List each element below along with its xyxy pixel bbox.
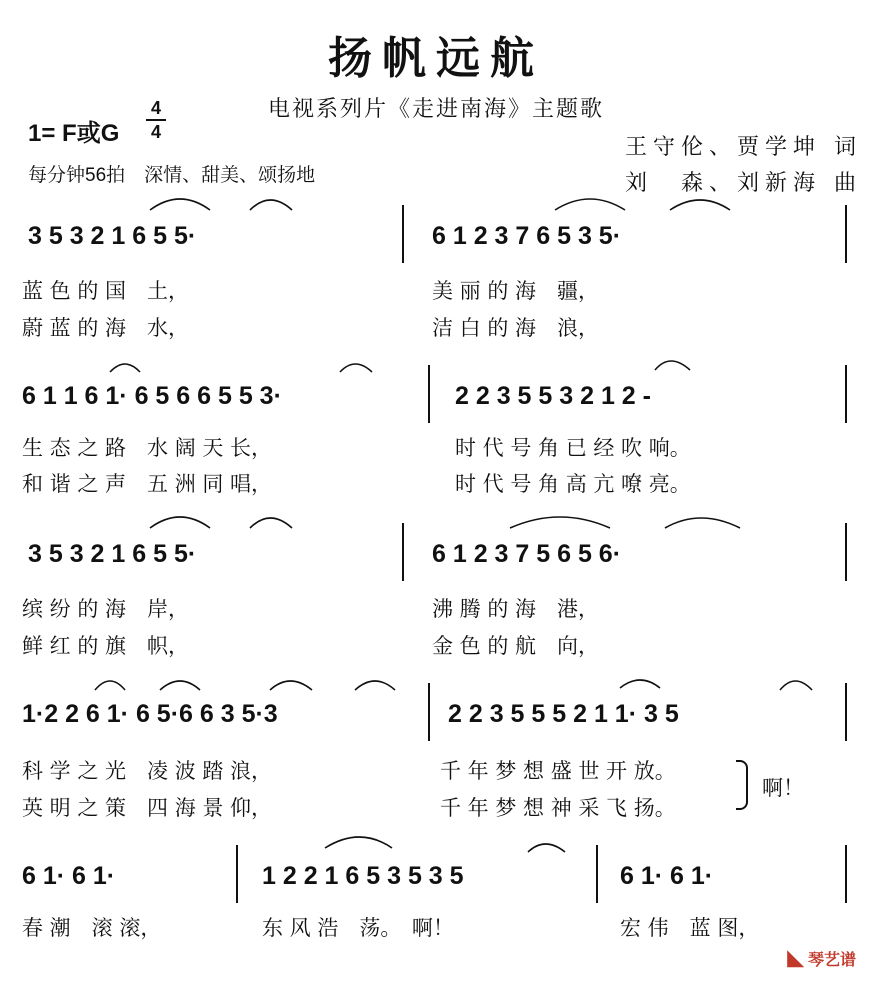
notes-system5-b: 1 2 2 1 6 5 3 5 3 5 [262,862,464,890]
watermark-text: 琴艺谱 [807,952,856,969]
lyric-s2-v2-left: 和 谐 之 声 五 洲 同 唱， [22,472,273,496]
lyric-s2-v2-right: 时 代 号 角 高 亢 嘹 亮。 [455,472,691,496]
lyric-s2-v1-left: 生 态 之 路 水 阔 天 长， [22,436,273,460]
lyric-s3-v2-right: 金 色 的 航 向， [432,634,600,658]
lyric-s5-a: 春 潮 滚 滚， [22,916,162,940]
lyric-s3-v2-left: 鲜 红 的 旗 帜， [22,634,190,658]
slur [355,681,395,690]
song-title: 扬帆远航 [328,33,544,84]
time-signature-top: 4 [150,98,161,118]
slur [670,200,730,210]
song-subtitle: 电视系列片《走进南海》主题歌 [267,97,604,122]
tempo-marking: 每分钟56拍 深情、甜美、颂扬地 [28,165,316,186]
lyric-s1-v2-right: 洁 白 的 海 浪， [432,316,600,340]
slur [250,200,292,210]
lyric-s1-v1-left: 蓝 色 的 国 土， [22,279,190,303]
slur [250,518,292,528]
slur [665,518,740,528]
lyricist-credit: 王守伦、贾学坤 词 [625,135,862,160]
notes-system5-c: 6 1· 6 1· [620,862,714,890]
logo-icon: ◣ [787,952,804,969]
lyric-s1-v1-right: 美 丽 的 海 疆， [432,279,600,303]
slur [510,517,610,528]
slur [150,517,210,528]
notes-system3-left: 3 5 3 2 1 6 5 5· [28,540,197,568]
notes-system4-right: 2 2 3 5 5 5 2 1 1· 3 5 [448,700,679,728]
slur [528,844,565,852]
time-signature-bottom: 4 [150,122,161,142]
slur [340,364,372,372]
notes-system1-right: 6 1 2 3 7 6 5 3 5· [432,222,622,250]
lyric-aside: 啊！ [762,776,804,800]
lyric-s4-v2-left: 英 明 之 策 四 海 景 仰， [22,796,273,820]
slur [95,681,125,690]
lyric-s2-v1-right: 时 代 号 角 已 经 吹 响。 [455,436,691,460]
lyric-s4-v1-right: 千 年 梦 想 盛 世 开 放。 [440,759,676,783]
watermark-logo [788,947,856,970]
notes-system3-right: 6 1 2 3 7 5 6 5 6· [432,540,622,568]
lyric-s5-b: 东 风 浩 荡。 啊！ [262,916,454,940]
slur [655,361,690,370]
slur [325,837,392,848]
slur [110,364,140,372]
notes-system1-left: 3 5 3 2 1 6 5 5· [28,222,197,250]
lyric-s4-v1-left: 科 学 之 光 凌 波 踏 浪， [22,759,273,783]
slur [150,199,210,210]
composer-credit: 刘 森、刘新海 曲 [625,171,862,196]
slur [160,681,200,690]
notes-system5-a: 6 1· 6 1· [22,862,116,890]
lyric-s1-v2-left: 蔚 蓝 的 海 水， [22,316,190,340]
lyric-s5-c: 宏 伟 蓝 图， [620,916,760,940]
lyric-s4-v2-right: 千 年 梦 想 神 采 飞 扬。 [440,796,676,820]
slur [620,680,660,688]
lyric-s3-v1-left: 缤 纷 的 海 岸， [22,597,190,621]
slur [555,199,625,210]
slur [780,681,812,690]
notes-system2-right: 2 2 3 5 5 3 2 1 2 - [455,382,651,410]
slur [270,681,312,690]
notes-system4-left: 1·2 2 6 1· 6 5·6 6 3 5·3 [22,700,278,728]
notes-system2-left: 6 1 1 6 1· 6 5 6 6 5 5 3· [22,382,282,410]
lyric-s3-v1-right: 沸 腾 的 海 港， [432,597,600,621]
key-signature: 1= F或G [28,120,120,147]
